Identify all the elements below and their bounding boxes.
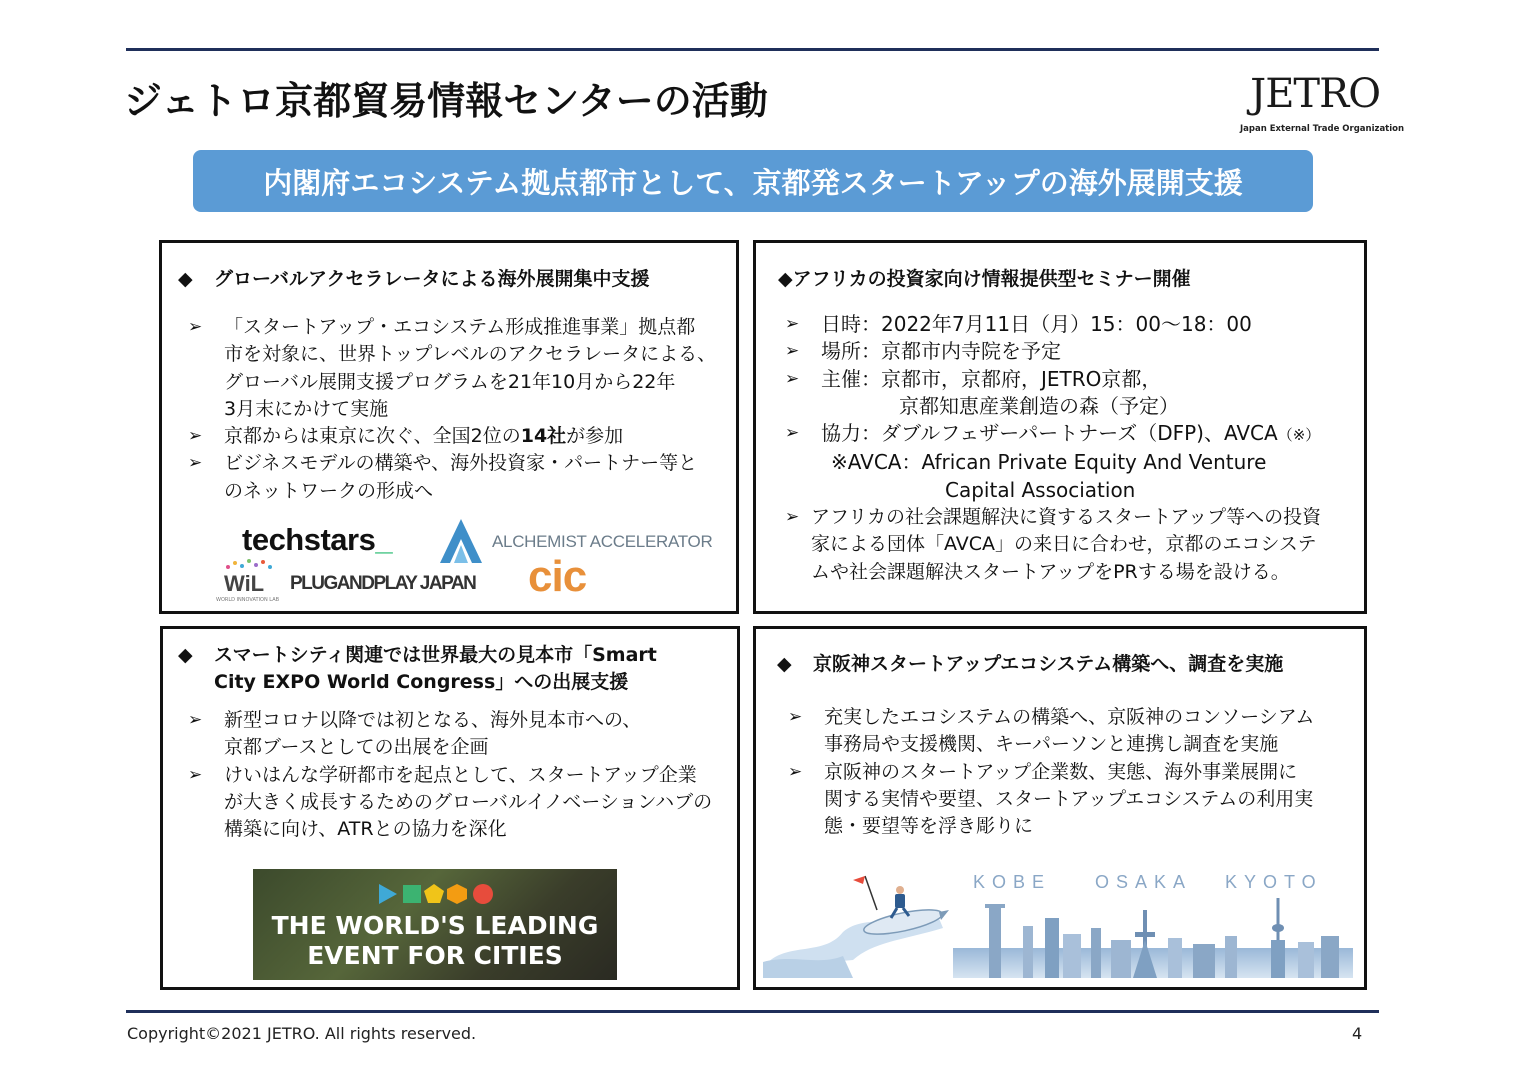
panel-africa-body — [773, 311, 1321, 586]
top-rule — [126, 48, 1379, 51]
company-count: 14社 — [520, 425, 567, 448]
list-item-cont: 家による団体「AVCA」の来日に合わせ，京都のエコシステ — [811, 533, 1317, 556]
list-item: ➢ 日時：2022年7月11日（月）15：00～18：00 — [773, 311, 1321, 338]
panel-keihanshin-body — [776, 704, 1314, 840]
list-item: ➢ 充実したエコシステムの構築へ、京阪神のコンソーシアム — [776, 704, 1314, 731]
list-item-cont: が大きく成長するためのグローバルイノベーションハブの — [224, 790, 713, 813]
list-item: ➢ 京阪神のスタートアップ企業数、実態、海外事業展開に — [776, 759, 1314, 786]
list-item: ➢ 新型コロナ以降では初となる、海外見本市への、 — [176, 707, 712, 734]
list-item-cont: 京都知恵産業創造の森（予定） — [899, 393, 1179, 418]
jetro-subtitle: Japan External Trade Organization — [1240, 124, 1405, 134]
wil-logo-subtitle: WORLD INNOVATION LAB — [216, 597, 280, 603]
list-item: ➢ 「スタートアップ・エコシステム形成推進事業」拠点都 — [176, 314, 716, 341]
diamond-bullet-icon: ◆ — [178, 268, 193, 290]
jetro-logo — [1240, 71, 1405, 144]
list-item-cont: 事務局や支援機関、キーパーソンと連携し調査を実施 — [824, 733, 1279, 756]
cic-logo: cic — [528, 552, 587, 601]
avca-note: ※AVCA：African Private Equity And Venture — [831, 450, 1267, 475]
page-title: ジェトロ京都貿易情報センターの活動 — [124, 79, 768, 123]
expo-image-line2: EVENT FOR CITIES — [307, 941, 563, 970]
list-item-cont: のネットワークの形成へ — [224, 479, 434, 502]
jetro-wordmark: JETRO — [1250, 71, 1380, 117]
list-item: ➢ 場所：京都市内寺院を予定 — [773, 338, 1321, 365]
list-item-cont: ムや社会課題解決スタートアップをPRする場を設ける。 — [811, 560, 1290, 583]
city-label-kobe: KOBE — [973, 872, 1052, 892]
list-item-cont: グローバル展開支援プログラムを21年10月から22年 — [224, 370, 676, 393]
list-item: ➢ けいはんな学研都市を起点として、スタートアップ企業 — [176, 762, 712, 789]
list-item-cont: 3月末にかけて実施 — [224, 397, 389, 420]
kobe-osaka-kyoto-skyline — [763, 870, 1353, 978]
list-item: ➢ 京都からは東京に次ぐ、全国2位の14社が参加 — [176, 423, 716, 450]
expo-shapes-icon — [375, 881, 495, 907]
wil-logo: WiL — [224, 571, 265, 596]
theme-banner: 内閣府エコシステム拠点都市として、京都発スタートアップの海外展開支援 — [193, 150, 1313, 212]
panel-smart-city-body — [176, 707, 712, 843]
list-item: ➢ 主催：京都市，京都府，JETRO京都， — [773, 366, 1321, 393]
list-item: ➢ 協力：ダブルフェザーパートナーズ（DFP)、AVCA（※） — [773, 420, 1321, 449]
expo-image-line1: THE WORLD'S LEADING — [271, 911, 599, 940]
list-item: ➢ アフリカの社会課題解決に資するスタートアップ等への投資 — [773, 504, 1321, 531]
panel-smart-city-heading: ◆ スマートシティ関連では世界最大の見本市「Smart City EXPO World Congress」への出展支援 — [178, 644, 657, 693]
diamond-bullet-icon: ◆ — [178, 644, 193, 666]
list-item-cont: 京都ブースとしての出展を企画 — [224, 736, 489, 759]
smart-city-expo-image — [253, 869, 617, 980]
footer-copyright: Copyright©2021 JETRO. All rights reserved. — [127, 1024, 477, 1043]
panel-keihanshin-heading: ◆ 京阪神スタートアップエコシステム構築へ、調査を実施 — [777, 651, 1283, 678]
diamond-bullet-icon: ◆ — [777, 653, 792, 675]
panel-accelerator-heading: ◆ グローバルアクセラレータによる海外展開集中支援 — [178, 266, 649, 293]
techstars-logo: techstars_ — [242, 522, 393, 557]
page-number: 4 — [1352, 1024, 1363, 1043]
avca-note-cont: Capital Association — [945, 477, 1136, 502]
alchemist-logo-text: ALCHEMIST ACCELERATOR — [492, 532, 713, 551]
city-label-kyoto: KYOTO — [1225, 872, 1323, 892]
plugandplay-logo: PLUGANDPLAY JAPAN — [290, 573, 476, 594]
city-label-osaka: OSAKA — [1095, 872, 1193, 892]
bottom-rule — [126, 1010, 1379, 1013]
alchemist-logo-icon — [438, 517, 484, 565]
list-item-cont: 構築に向け、ATRとの協力を深化 — [224, 818, 507, 841]
list-item-cont: 態・要望等を浮き彫りに — [824, 815, 1034, 838]
panel-africa-heading: ◆アフリカの投資家向け情報提供型セミナー開催 — [778, 268, 1191, 290]
panel-accelerator-body — [176, 314, 716, 505]
list-item-cont: 市を対象に、世界トップレベルのアクセラレータによる、 — [224, 343, 717, 366]
list-item-cont: 関する実情や要望、スタートアップエコシステムの利用実 — [824, 787, 1314, 810]
list-item: ➢ ビジネスモデルの構築や、海外投資家・パートナー等と — [176, 450, 716, 477]
